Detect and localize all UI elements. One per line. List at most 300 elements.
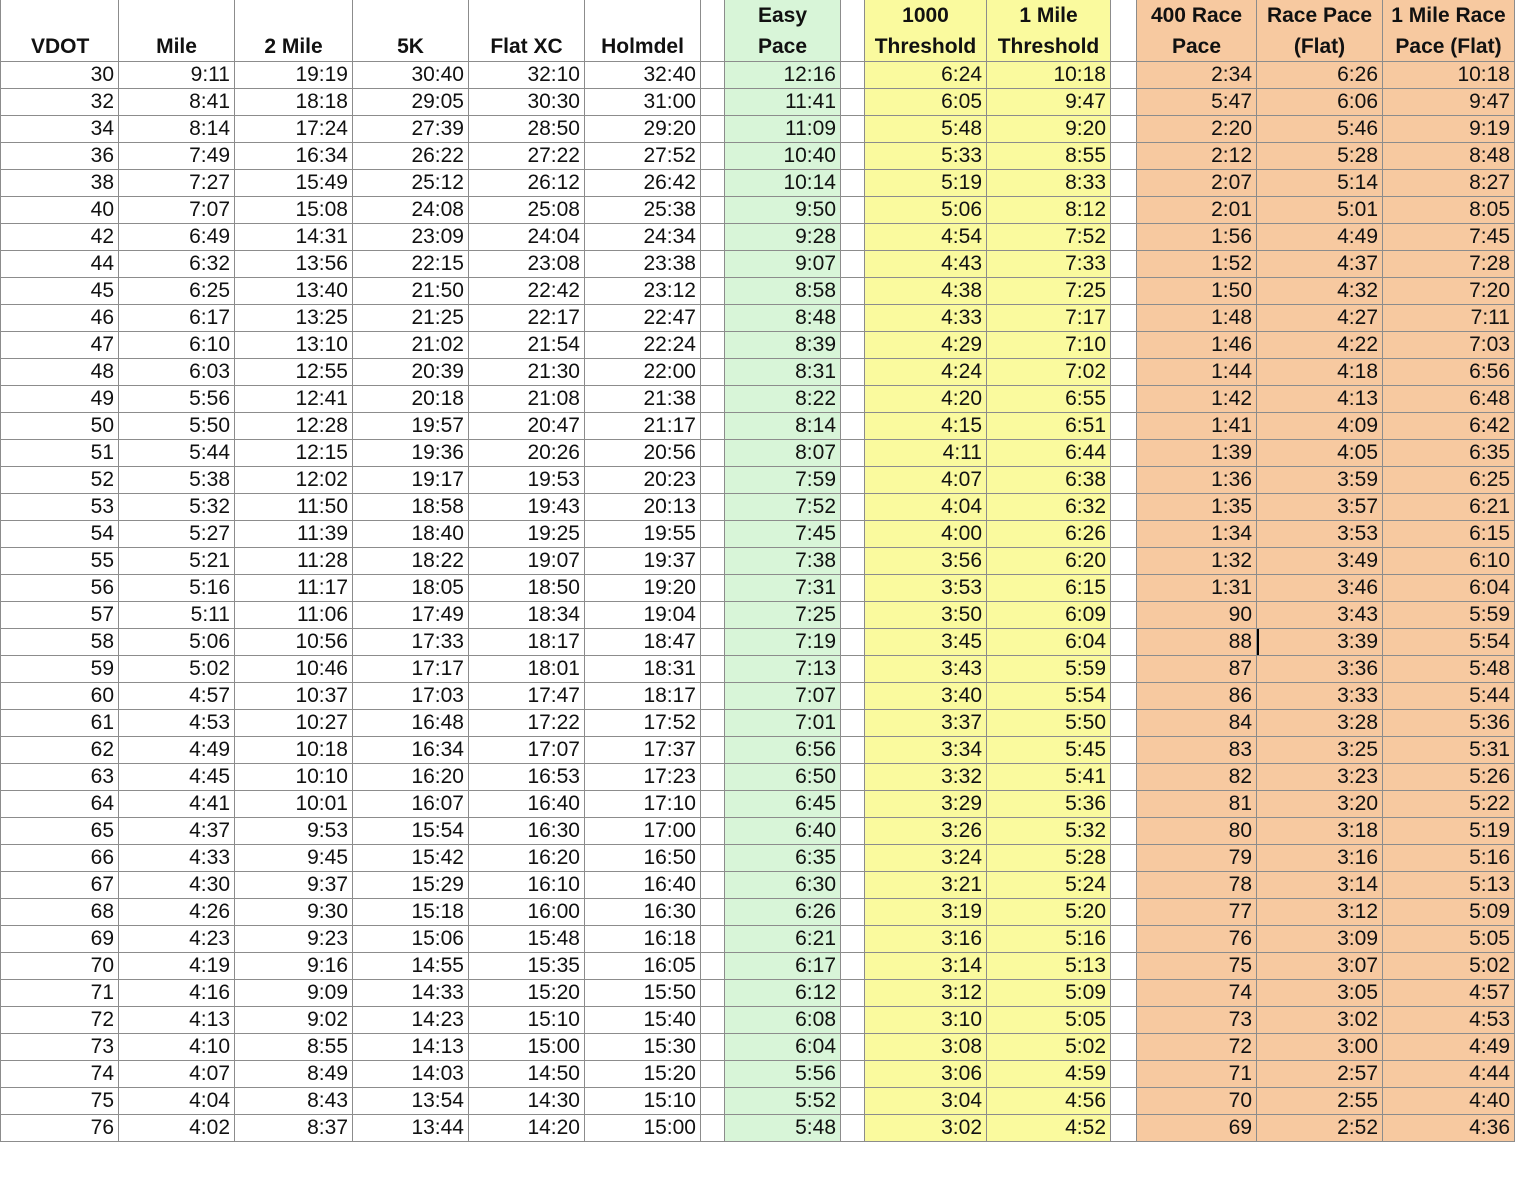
cell-1000-threshold[interactable]: 4:33 bbox=[865, 304, 987, 331]
header-t1mile-line1[interactable]: 1 Mile bbox=[987, 0, 1111, 30]
cell-400-race-pace[interactable]: 1:50 bbox=[1137, 277, 1257, 304]
cell-gap[interactable] bbox=[1111, 979, 1137, 1006]
cell-holmdel[interactable]: 29:20 bbox=[585, 115, 701, 142]
cell-gap[interactable] bbox=[841, 358, 865, 385]
cell-gap[interactable] bbox=[701, 871, 725, 898]
cell-2-mile[interactable]: 9:37 bbox=[235, 871, 353, 898]
cell-holmdel[interactable]: 17:00 bbox=[585, 817, 701, 844]
cell-2-mile[interactable]: 10:10 bbox=[235, 763, 353, 790]
cell-1000-threshold[interactable]: 4:00 bbox=[865, 520, 987, 547]
cell-holmdel[interactable]: 32:40 bbox=[585, 61, 701, 88]
cell-gap[interactable] bbox=[841, 574, 865, 601]
cell-gap[interactable] bbox=[841, 952, 865, 979]
cell-gap[interactable] bbox=[1111, 628, 1137, 655]
cell-easy-pace[interactable]: 6:40 bbox=[725, 817, 841, 844]
cell-400-race-pace[interactable]: 83 bbox=[1137, 736, 1257, 763]
cell-1000-threshold[interactable]: 3:12 bbox=[865, 979, 987, 1006]
cell-flat-xc[interactable]: 15:48 bbox=[469, 925, 585, 952]
cell-1000m-race-pace[interactable]: 4:49 bbox=[1257, 223, 1383, 250]
cell-easy-pace[interactable]: 10:40 bbox=[725, 142, 841, 169]
header-r1000-line2[interactable]: Race Pace bbox=[1257, 0, 1383, 30]
cell-1-mile-threshold[interactable]: 5:54 bbox=[987, 682, 1111, 709]
cell-holmdel[interactable]: 26:42 bbox=[585, 169, 701, 196]
cell-2-mile[interactable]: 8:55 bbox=[235, 1033, 353, 1060]
cell-400-race-pace[interactable]: 81 bbox=[1137, 790, 1257, 817]
cell-1-mile-threshold[interactable]: 5:45 bbox=[987, 736, 1111, 763]
cell-vdot[interactable]: 58 bbox=[1, 628, 119, 655]
cell-400-race-pace[interactable]: 1:48 bbox=[1137, 304, 1257, 331]
cell-gap[interactable] bbox=[701, 979, 725, 1006]
cell-gap[interactable] bbox=[1111, 844, 1137, 871]
cell-vdot[interactable]: 67 bbox=[1, 871, 119, 898]
cell-holmdel[interactable]: 15:00 bbox=[585, 1114, 701, 1141]
cell-mile[interactable]: 6:32 bbox=[119, 250, 235, 277]
cell-gap[interactable] bbox=[841, 88, 865, 115]
cell-easy-pace[interactable]: 8:22 bbox=[725, 385, 841, 412]
cell-easy-pace[interactable]: 6:30 bbox=[725, 871, 841, 898]
cell-gap[interactable] bbox=[841, 979, 865, 1006]
cell-gap[interactable] bbox=[841, 1033, 865, 1060]
cell-1-mile-threshold[interactable]: 5:36 bbox=[987, 790, 1111, 817]
cell-gap[interactable] bbox=[701, 1033, 725, 1060]
cell-1000m-race-pace[interactable]: 4:09 bbox=[1257, 412, 1383, 439]
cell-400-race-pace[interactable]: 76 bbox=[1137, 925, 1257, 952]
cell-5k[interactable]: 17:17 bbox=[353, 655, 469, 682]
cell-1000-threshold[interactable]: 3:19 bbox=[865, 898, 987, 925]
cell-holmdel[interactable]: 15:20 bbox=[585, 1060, 701, 1087]
cell-2-mile[interactable]: 10:18 bbox=[235, 736, 353, 763]
cell-1000m-race-pace[interactable]: 3:53 bbox=[1257, 520, 1383, 547]
cell-2-mile[interactable]: 18:18 bbox=[235, 88, 353, 115]
cell-gap[interactable] bbox=[701, 304, 725, 331]
cell-vdot[interactable]: 57 bbox=[1, 601, 119, 628]
cell-2-mile[interactable]: 9:30 bbox=[235, 898, 353, 925]
cell-1000-threshold[interactable]: 3:34 bbox=[865, 736, 987, 763]
cell-mile[interactable]: 5:02 bbox=[119, 655, 235, 682]
cell-vdot[interactable]: 56 bbox=[1, 574, 119, 601]
cell-1-mile-threshold[interactable]: 7:02 bbox=[987, 358, 1111, 385]
cell-mile[interactable]: 8:41 bbox=[119, 88, 235, 115]
cell-1-mile-race-pace[interactable]: 4:57 bbox=[1383, 979, 1515, 1006]
cell-1000-threshold[interactable]: 3:32 bbox=[865, 763, 987, 790]
cell-5k[interactable]: 26:22 bbox=[353, 142, 469, 169]
cell-1000-threshold[interactable]: 3:08 bbox=[865, 1033, 987, 1060]
cell-5k[interactable]: 15:54 bbox=[353, 817, 469, 844]
cell-gap[interactable] bbox=[841, 763, 865, 790]
cell-2-mile[interactable]: 15:08 bbox=[235, 196, 353, 223]
cell-vdot[interactable]: 73 bbox=[1, 1033, 119, 1060]
cell-holmdel[interactable]: 21:17 bbox=[585, 412, 701, 439]
cell-400-race-pace[interactable]: 1:35 bbox=[1137, 493, 1257, 520]
cell-400-race-pace[interactable]: 1:46 bbox=[1137, 331, 1257, 358]
cell-400-race-pace[interactable]: 78 bbox=[1137, 871, 1257, 898]
cell-1000m-race-pace[interactable]: 6:06 bbox=[1257, 88, 1383, 115]
cell-gap[interactable] bbox=[1111, 790, 1137, 817]
cell-1000-threshold[interactable]: 4:20 bbox=[865, 385, 987, 412]
header-t1000-line2[interactable]: Threshold bbox=[865, 30, 987, 61]
cell-mile[interactable]: 4:45 bbox=[119, 763, 235, 790]
cell-vdot[interactable]: 53 bbox=[1, 493, 119, 520]
cell-gap[interactable] bbox=[841, 736, 865, 763]
cell-flat-xc[interactable]: 22:42 bbox=[469, 277, 585, 304]
cell-easy-pace[interactable]: 9:28 bbox=[725, 223, 841, 250]
cell-1-mile-race-pace[interactable]: 6:04 bbox=[1383, 574, 1515, 601]
cell-5k[interactable]: 20:18 bbox=[353, 385, 469, 412]
cell-2-mile[interactable]: 11:06 bbox=[235, 601, 353, 628]
cell-holmdel[interactable]: 20:13 bbox=[585, 493, 701, 520]
cell-1-mile-race-pace[interactable]: 5:02 bbox=[1383, 952, 1515, 979]
cell-gap[interactable] bbox=[701, 574, 725, 601]
cell-vdot[interactable]: 48 bbox=[1, 358, 119, 385]
cell-2-mile[interactable]: 12:55 bbox=[235, 358, 353, 385]
header-flat-xc[interactable]: Flat XC bbox=[469, 30, 585, 61]
cell-gap[interactable] bbox=[1111, 898, 1137, 925]
cell-gap[interactable] bbox=[1111, 1060, 1137, 1087]
cell-1000m-race-pace[interactable]: 3:20 bbox=[1257, 790, 1383, 817]
cell-gap[interactable] bbox=[701, 682, 725, 709]
cell-1-mile-race-pace[interactable]: 5:44 bbox=[1383, 682, 1515, 709]
cell-gap[interactable] bbox=[841, 817, 865, 844]
cell-5k[interactable]: 18:40 bbox=[353, 520, 469, 547]
cell-vdot[interactable]: 76 bbox=[1, 1114, 119, 1141]
cell-5k[interactable]: 15:29 bbox=[353, 871, 469, 898]
cell-easy-pace[interactable]: 5:52 bbox=[725, 1087, 841, 1114]
cell-holmdel[interactable]: 17:37 bbox=[585, 736, 701, 763]
header-r400-line2[interactable]: Pace bbox=[1137, 30, 1257, 61]
cell-flat-xc[interactable]: 19:25 bbox=[469, 520, 585, 547]
cell-1000m-race-pace[interactable]: 5:14 bbox=[1257, 169, 1383, 196]
cell-mile[interactable]: 5:56 bbox=[119, 385, 235, 412]
cell-1-mile-threshold[interactable]: 7:33 bbox=[987, 250, 1111, 277]
cell-1-mile-threshold[interactable]: 8:33 bbox=[987, 169, 1111, 196]
cell-1-mile-threshold[interactable]: 7:17 bbox=[987, 304, 1111, 331]
cell-gap[interactable] bbox=[841, 844, 865, 871]
cell-1000m-race-pace[interactable]: 6:26 bbox=[1257, 61, 1383, 88]
cell-1-mile-race-pace[interactable]: 7:45 bbox=[1383, 223, 1515, 250]
cell-2-mile[interactable]: 15:49 bbox=[235, 169, 353, 196]
cell-gap[interactable] bbox=[1111, 1033, 1137, 1060]
cell-5k[interactable]: 19:17 bbox=[353, 466, 469, 493]
cell-holmdel[interactable]: 21:38 bbox=[585, 385, 701, 412]
cell-flat-xc[interactable]: 16:00 bbox=[469, 898, 585, 925]
cell-1000-threshold[interactable]: 3:24 bbox=[865, 844, 987, 871]
cell-1000m-race-pace[interactable]: 3:36 bbox=[1257, 655, 1383, 682]
cell-2-mile[interactable]: 9:23 bbox=[235, 925, 353, 952]
cell-5k[interactable]: 17:49 bbox=[353, 601, 469, 628]
cell-flat-xc[interactable]: 22:17 bbox=[469, 304, 585, 331]
cell-mile[interactable]: 4:02 bbox=[119, 1114, 235, 1141]
cell-2-mile[interactable]: 9:09 bbox=[235, 979, 353, 1006]
cell-1000m-race-pace[interactable]: 5:01 bbox=[1257, 196, 1383, 223]
cell-1-mile-threshold[interactable]: 5:59 bbox=[987, 655, 1111, 682]
cell-1000-threshold[interactable]: 4:07 bbox=[865, 466, 987, 493]
cell-1000-threshold[interactable]: 4:29 bbox=[865, 331, 987, 358]
cell-1000m-race-pace[interactable]: 4:32 bbox=[1257, 277, 1383, 304]
cell-holmdel[interactable]: 15:40 bbox=[585, 1006, 701, 1033]
cell-2-mile[interactable]: 8:37 bbox=[235, 1114, 353, 1141]
cell-5k[interactable]: 16:07 bbox=[353, 790, 469, 817]
cell-holmdel[interactable]: 25:38 bbox=[585, 196, 701, 223]
cell-holmdel[interactable]: 19:55 bbox=[585, 520, 701, 547]
cell-gap[interactable] bbox=[841, 925, 865, 952]
cell-vdot[interactable]: 61 bbox=[1, 709, 119, 736]
cell-easy-pace[interactable]: 8:39 bbox=[725, 331, 841, 358]
cell-1000m-race-pace[interactable]: 5:28 bbox=[1257, 142, 1383, 169]
cell-gap[interactable] bbox=[1111, 142, 1137, 169]
cell-2-mile[interactable]: 12:28 bbox=[235, 412, 353, 439]
cell-flat-xc[interactable]: 19:43 bbox=[469, 493, 585, 520]
cell-400-race-pace[interactable]: 75 bbox=[1137, 952, 1257, 979]
cell-easy-pace[interactable]: 7:52 bbox=[725, 493, 841, 520]
cell-gap[interactable] bbox=[841, 790, 865, 817]
cell-gap[interactable] bbox=[841, 439, 865, 466]
cell-easy-pace[interactable]: 7:19 bbox=[725, 628, 841, 655]
cell-gap[interactable] bbox=[701, 331, 725, 358]
cell-1000m-race-pace[interactable]: 3:49 bbox=[1257, 547, 1383, 574]
cell-flat-xc[interactable]: 16:30 bbox=[469, 817, 585, 844]
cell-1-mile-race-pace[interactable]: 6:10 bbox=[1383, 547, 1515, 574]
header-vdot[interactable]: VDOT bbox=[1, 30, 119, 61]
cell-holmdel[interactable]: 16:18 bbox=[585, 925, 701, 952]
cell-2-mile[interactable]: 12:15 bbox=[235, 439, 353, 466]
cell-mile[interactable]: 9:11 bbox=[119, 61, 235, 88]
cell-1000-threshold[interactable]: 3:21 bbox=[865, 871, 987, 898]
cell-easy-pace[interactable]: 11:09 bbox=[725, 115, 841, 142]
cell-flat-xc[interactable]: 16:53 bbox=[469, 763, 585, 790]
cell-holmdel[interactable]: 24:34 bbox=[585, 223, 701, 250]
cell-flat-xc[interactable]: 16:40 bbox=[469, 790, 585, 817]
cell-400-race-pace[interactable]: 74 bbox=[1137, 979, 1257, 1006]
cell-holmdel[interactable]: 17:10 bbox=[585, 790, 701, 817]
cell-mile[interactable]: 4:26 bbox=[119, 898, 235, 925]
cell-1-mile-threshold[interactable]: 5:05 bbox=[987, 1006, 1111, 1033]
cell-1-mile-race-pace[interactable]: 5:31 bbox=[1383, 736, 1515, 763]
cell-easy-pace[interactable]: 6:17 bbox=[725, 952, 841, 979]
cell-5k[interactable]: 27:39 bbox=[353, 115, 469, 142]
cell-1000-threshold[interactable]: 3:10 bbox=[865, 1006, 987, 1033]
cell-holmdel[interactable]: 22:24 bbox=[585, 331, 701, 358]
cell-400-race-pace[interactable]: 72 bbox=[1137, 1033, 1257, 1060]
cell-5k[interactable]: 17:33 bbox=[353, 628, 469, 655]
cell-5k[interactable]: 14:13 bbox=[353, 1033, 469, 1060]
cell-flat-xc[interactable]: 18:17 bbox=[469, 628, 585, 655]
cell-1000m-race-pace[interactable]: 3:00 bbox=[1257, 1033, 1383, 1060]
cell-mile[interactable]: 7:49 bbox=[119, 142, 235, 169]
cell-easy-pace[interactable]: 9:07 bbox=[725, 250, 841, 277]
cell-easy-pace[interactable]: 7:31 bbox=[725, 574, 841, 601]
cell-2-mile[interactable]: 12:02 bbox=[235, 466, 353, 493]
cell-holmdel[interactable]: 20:23 bbox=[585, 466, 701, 493]
cell-1-mile-race-pace[interactable]: 10:18 bbox=[1383, 61, 1515, 88]
cell-1000m-race-pace[interactable]: 4:05 bbox=[1257, 439, 1383, 466]
cell-400-race-pace[interactable]: 2:20 bbox=[1137, 115, 1257, 142]
cell-vdot[interactable]: 60 bbox=[1, 682, 119, 709]
cell-flat-xc[interactable]: 18:50 bbox=[469, 574, 585, 601]
cell-1000-threshold[interactable]: 3:50 bbox=[865, 601, 987, 628]
cell-gap[interactable] bbox=[701, 250, 725, 277]
cell-1-mile-race-pace[interactable]: 9:47 bbox=[1383, 88, 1515, 115]
cell-gap[interactable] bbox=[701, 1087, 725, 1114]
cell-1-mile-threshold[interactable]: 5:28 bbox=[987, 844, 1111, 871]
cell-1-mile-threshold[interactable]: 5:50 bbox=[987, 709, 1111, 736]
cell-2-mile[interactable]: 9:53 bbox=[235, 817, 353, 844]
cell-gap[interactable] bbox=[1111, 547, 1137, 574]
cell-1000-threshold[interactable]: 5:48 bbox=[865, 115, 987, 142]
cell-gap[interactable] bbox=[1111, 304, 1137, 331]
cell-vdot[interactable]: 59 bbox=[1, 655, 119, 682]
cell-gap[interactable] bbox=[701, 547, 725, 574]
cell-1000-threshold[interactable]: 3:16 bbox=[865, 925, 987, 952]
cell-1000m-race-pace[interactable]: 3:23 bbox=[1257, 763, 1383, 790]
cell-gap[interactable] bbox=[1111, 1114, 1137, 1141]
cell-1000m-race-pace[interactable]: 3:05 bbox=[1257, 979, 1383, 1006]
cell-easy-pace[interactable]: 8:31 bbox=[725, 358, 841, 385]
cell-vdot[interactable]: 63 bbox=[1, 763, 119, 790]
cell-1-mile-threshold[interactable]: 5:02 bbox=[987, 1033, 1111, 1060]
cell-1-mile-race-pace[interactable]: 7:28 bbox=[1383, 250, 1515, 277]
cell-1000-threshold[interactable]: 3:45 bbox=[865, 628, 987, 655]
header-t1000-line1[interactable]: 1000 bbox=[865, 0, 987, 30]
cell-flat-xc[interactable]: 23:08 bbox=[469, 250, 585, 277]
cell-easy-pace[interactable]: 9:50 bbox=[725, 196, 841, 223]
cell-gap[interactable] bbox=[841, 1060, 865, 1087]
cell-mile[interactable]: 6:49 bbox=[119, 223, 235, 250]
cell-easy-pace[interactable]: 6:45 bbox=[725, 790, 841, 817]
cell-1-mile-race-pace[interactable]: 4:49 bbox=[1383, 1033, 1515, 1060]
cell-1-mile-threshold[interactable]: 9:20 bbox=[987, 115, 1111, 142]
cell-gap[interactable] bbox=[701, 628, 725, 655]
cell-mile[interactable]: 4:07 bbox=[119, 1060, 235, 1087]
cell-1-mile-race-pace[interactable]: 4:36 bbox=[1383, 1114, 1515, 1141]
cell-2-mile[interactable]: 10:01 bbox=[235, 790, 353, 817]
cell-1-mile-threshold[interactable]: 10:18 bbox=[987, 61, 1111, 88]
cell-1000m-race-pace[interactable]: 4:18 bbox=[1257, 358, 1383, 385]
cell-gap[interactable] bbox=[1111, 601, 1137, 628]
cell-flat-xc[interactable]: 18:34 bbox=[469, 601, 585, 628]
header-5k[interactable]: 5K bbox=[353, 30, 469, 61]
cell-flat-xc[interactable]: 14:20 bbox=[469, 1114, 585, 1141]
cell-gap[interactable] bbox=[841, 871, 865, 898]
cell-flat-xc[interactable]: 32:10 bbox=[469, 61, 585, 88]
cell-1000-threshold[interactable]: 3:43 bbox=[865, 655, 987, 682]
cell-vdot[interactable]: 45 bbox=[1, 277, 119, 304]
cell-gap[interactable] bbox=[841, 1114, 865, 1141]
cell-easy-pace[interactable]: 10:14 bbox=[725, 169, 841, 196]
cell-mile[interactable]: 4:13 bbox=[119, 1006, 235, 1033]
cell-gap[interactable] bbox=[841, 1006, 865, 1033]
cell-gap[interactable] bbox=[1111, 655, 1137, 682]
cell-1-mile-threshold[interactable]: 7:52 bbox=[987, 223, 1111, 250]
cell-mile[interactable]: 4:10 bbox=[119, 1033, 235, 1060]
cell-easy-pace[interactable]: 6:08 bbox=[725, 1006, 841, 1033]
cell-holmdel[interactable]: 27:52 bbox=[585, 142, 701, 169]
cell-1000-threshold[interactable]: 3:14 bbox=[865, 952, 987, 979]
cell-5k[interactable]: 13:44 bbox=[353, 1114, 469, 1141]
cell-5k[interactable]: 18:22 bbox=[353, 547, 469, 574]
cell-holmdel[interactable]: 16:50 bbox=[585, 844, 701, 871]
cell-mile[interactable]: 6:25 bbox=[119, 277, 235, 304]
cell-2-mile[interactable]: 10:27 bbox=[235, 709, 353, 736]
cell-gap[interactable] bbox=[841, 682, 865, 709]
cell-flat-xc[interactable]: 20:26 bbox=[469, 439, 585, 466]
cell-mile[interactable]: 6:03 bbox=[119, 358, 235, 385]
cell-gap[interactable] bbox=[1111, 169, 1137, 196]
cell-gap[interactable] bbox=[701, 196, 725, 223]
cell-mile[interactable]: 4:33 bbox=[119, 844, 235, 871]
header-r1000-line3[interactable]: (Flat) bbox=[1257, 30, 1383, 61]
cell-mile[interactable]: 4:37 bbox=[119, 817, 235, 844]
cell-gap[interactable] bbox=[841, 142, 865, 169]
cell-gap[interactable] bbox=[1111, 250, 1137, 277]
cell-5k[interactable]: 15:42 bbox=[353, 844, 469, 871]
cell-5k[interactable]: 21:50 bbox=[353, 277, 469, 304]
cell-1-mile-race-pace[interactable]: 7:11 bbox=[1383, 304, 1515, 331]
cell-1-mile-threshold[interactable]: 6:38 bbox=[987, 466, 1111, 493]
cell-mile[interactable]: 4:23 bbox=[119, 925, 235, 952]
cell-1-mile-threshold[interactable]: 5:24 bbox=[987, 871, 1111, 898]
cell-5k[interactable]: 18:58 bbox=[353, 493, 469, 520]
cell-gap[interactable] bbox=[1111, 412, 1137, 439]
cell-5k[interactable]: 16:48 bbox=[353, 709, 469, 736]
cell-1000m-race-pace[interactable]: 3:33 bbox=[1257, 682, 1383, 709]
cell-5k[interactable]: 14:03 bbox=[353, 1060, 469, 1087]
cell-gap[interactable] bbox=[841, 223, 865, 250]
cell-vdot[interactable]: 34 bbox=[1, 115, 119, 142]
cell-gap[interactable] bbox=[701, 277, 725, 304]
cell-mile[interactable]: 4:04 bbox=[119, 1087, 235, 1114]
cell-400-race-pace[interactable]: 1:32 bbox=[1137, 547, 1257, 574]
cell-1-mile-race-pace[interactable]: 4:40 bbox=[1383, 1087, 1515, 1114]
cell-400-race-pace[interactable]: 73 bbox=[1137, 1006, 1257, 1033]
cell-1000-threshold[interactable]: 3:04 bbox=[865, 1087, 987, 1114]
cell-1-mile-threshold[interactable]: 8:55 bbox=[987, 142, 1111, 169]
cell-5k[interactable]: 20:39 bbox=[353, 358, 469, 385]
cell-5k[interactable]: 13:54 bbox=[353, 1087, 469, 1114]
cell-1-mile-threshold[interactable]: 9:47 bbox=[987, 88, 1111, 115]
cell-gap[interactable] bbox=[1111, 61, 1137, 88]
cell-400-race-pace[interactable]: 1:56 bbox=[1137, 223, 1257, 250]
cell-gap[interactable] bbox=[841, 250, 865, 277]
cell-vdot[interactable]: 49 bbox=[1, 385, 119, 412]
cell-1-mile-threshold[interactable]: 4:56 bbox=[987, 1087, 1111, 1114]
cell-flat-xc[interactable]: 14:50 bbox=[469, 1060, 585, 1087]
cell-vdot[interactable]: 71 bbox=[1, 979, 119, 1006]
cell-400-race-pace[interactable]: 80 bbox=[1137, 817, 1257, 844]
cell-holmdel[interactable]: 23:12 bbox=[585, 277, 701, 304]
cell-mile[interactable]: 6:17 bbox=[119, 304, 235, 331]
cell-flat-xc[interactable]: 16:20 bbox=[469, 844, 585, 871]
cell-flat-xc[interactable]: 16:10 bbox=[469, 871, 585, 898]
cell-400-race-pace[interactable]: 86 bbox=[1137, 682, 1257, 709]
cell-1000-threshold[interactable]: 5:33 bbox=[865, 142, 987, 169]
cell-1000m-race-pace[interactable]: 3:02 bbox=[1257, 1006, 1383, 1033]
cell-5k[interactable]: 14:23 bbox=[353, 1006, 469, 1033]
cell-flat-xc[interactable]: 17:47 bbox=[469, 682, 585, 709]
cell-gap[interactable] bbox=[1111, 277, 1137, 304]
cell-400-race-pace[interactable]: 71 bbox=[1137, 1060, 1257, 1087]
cell-mile[interactable]: 5:21 bbox=[119, 547, 235, 574]
cell-gap[interactable] bbox=[1111, 493, 1137, 520]
cell-vdot[interactable]: 68 bbox=[1, 898, 119, 925]
header-mile[interactable]: Mile bbox=[119, 30, 235, 61]
cell-gap[interactable] bbox=[1111, 439, 1137, 466]
cell-gap[interactable] bbox=[841, 655, 865, 682]
cell-vdot[interactable]: 32 bbox=[1, 88, 119, 115]
cell-1000m-race-pace[interactable]: 4:22 bbox=[1257, 331, 1383, 358]
cell-5k[interactable]: 30:40 bbox=[353, 61, 469, 88]
cell-mile[interactable]: 5:11 bbox=[119, 601, 235, 628]
cell-2-mile[interactable]: 9:02 bbox=[235, 1006, 353, 1033]
